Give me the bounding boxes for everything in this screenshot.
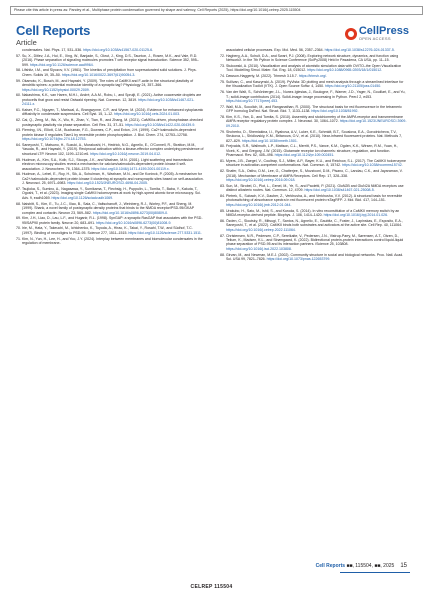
reference-item xyxy=(220,48,408,52)
reference-text: Sullivan, C., and Kaszynski, A. (2019). PyVista: 3D plotting and mesh analysis through a streamlined interface for the Visualization Toolkit (VTK). J. Open Source Softw. 4, 1450. xyxy=(226,79,404,89)
reference-number: 78. xyxy=(220,114,225,119)
reference-text: Stukowski, A. (2010). Visualization and analysis of atomistic simulation data with OVITO–the Open Visualization Tool. Modelling Simul. Mater. Sci. Eng. 18, 015012. xyxy=(226,63,402,73)
reference-doi-link[interactable]: https://doi.org/10.1016/s0896-6273(00)80809-0. xyxy=(92,210,169,215)
reference-doi-link[interactable]: https://doi.org/10.1152/physiol.00029.2009. xyxy=(22,87,90,92)
reference-number: 69. xyxy=(16,216,21,221)
reference-doi-link[interactable]: https://doi.org/10.1038/s41422-020-00439-9. xyxy=(125,122,196,127)
reference-list-right xyxy=(220,48,408,263)
reference-columns xyxy=(16,48,408,263)
reference-number: 58. xyxy=(16,68,21,73)
reference-text: Christensen, N.R., Pedersen, C.P., Sereikaite, V., Pedersen, J.N., Vistrup-Parry, M., Sørensen, A.T., Otzen, D., Teilum, K., Madsen, K.L., and Strømgaard, K. (2022). Bidirectional protein-protein interactions control liquid-liquid phase separation of PSD-95 and its interaction partners. iScience 25, 103808. xyxy=(226,233,404,247)
reference-doi-link[interactable]: https://doi.org/10.1038/s41467-021-24111-x. xyxy=(22,97,195,107)
footer-issue: ■■, 115504, ■■, 2025 xyxy=(346,563,395,569)
reference-text: Fleming, I.N., Elliott, C.M., Buchanan, F.G., Downes, C.P., and Exton, J.H. (1999). Ca2+/calmodulin-dependent protein kinase II regulates Tiam1 by reversible protein phosphorylation. J. Biol. Chem. 274, 12753–12758. xyxy=(22,128,196,137)
reference-text: Cai, Q., Zeng, M., Wu, X., Wu, H., Zhan, Y., Tian, R., and Zhang, M. (2021). CaMKIIα-driven, phosphatase-checked postsynaptic plasticity via phase separation. Cell Res. 31, 37–51. xyxy=(22,118,203,127)
reference-number: 87. xyxy=(220,233,225,238)
reference-item xyxy=(16,172,204,185)
reference-doi-link[interactable]: https://doi.org/10.1126/science.277.5331.1511. xyxy=(128,230,202,235)
reference-item xyxy=(220,219,408,232)
reference-text: Naisbitt, S., Kim, E., Tu, J.C., Xiao, B., Sala, C., Valtschanoff, J., Weinberg, R.J., Worley, P.F., and Sheng, M. (1999). Shank, a novel family of postsynaptic density proteins that binds to the NMDA receptor/PSD-95/GKAP complex and cortactin. Neuron 23, 569–582. xyxy=(22,201,195,215)
reference-doi-link[interactable]: https://doi.org/10.1016/j.celrep.2022.111064. xyxy=(226,227,296,232)
reference-doi-link[interactable]: https://doi.org/10.1038/nmeth.1501. xyxy=(241,138,298,143)
reference-number: 71. xyxy=(16,236,21,241)
reference-doi-link[interactable]: https://doi.org/10.1016/j.jmb.2012.01.044. xyxy=(226,202,292,207)
reference-text: Shcherbo, D., Shemiakina, I.I., Ryabova, A.V., Luker, K.E., Schmidt, B.T., Souslova, E.A., Gorodnicheva, T.V., Strukova, L., Shidlovskiy, K.M., Britanova, O.V., et al. (2010). Near-infrared fluorescent proteins. Nat. Methods 7, 827–829. xyxy=(226,129,403,143)
publisher-name: CellPress xyxy=(358,25,409,37)
reference-item xyxy=(220,74,408,78)
reference-number: 79. xyxy=(220,129,225,134)
reference-text: Irie, M., Hata, Y., Takeuchi, M., Ichtchenko, K., Toyoda, A., Hirao, K., Takai, Y., Rosahl, T.W., and Südhof, T.C. (1997). Binding of neuroligins to PSD-95. Science 277, 1511–1515. xyxy=(22,226,193,235)
reference-number: 57. xyxy=(16,53,21,58)
page-number: 15 xyxy=(400,563,407,569)
reference-text: Frejvalds, S.R., Wallmuth, L.P., Mattson, C.L., Merritt, P.S., Vance, K.M., Ogden, K.K., Wirsen, R.M., Yuan, H., Vlcek, K., and Gregory, J.W. (2015). Glutamate receptor ion channels: structure, regulation, and function. Pharmacol. Rev. 62, 405–496. xyxy=(226,144,399,158)
reference-number: 74. xyxy=(220,74,225,79)
reference-number: 65. xyxy=(16,157,21,162)
reference-number: 60. xyxy=(16,93,21,98)
reference-list-left xyxy=(16,48,204,263)
reference-doi-link[interactable]: https://doi.org/10.1016/s0896-6273(00)81008-9. xyxy=(96,220,172,225)
reference-item xyxy=(220,64,408,73)
reference-text: Nakashima, K.K., van Haren, M.H.I., André, A.A.M., Robu, I., and Spruijt, E. (2021). Active coacervate droplets are protocells that grow and resist Ostwald ripening. Nat. Commun. 12, 3819. xyxy=(22,93,202,102)
reference-doi-link[interactable]: https://doi.org/10.21105/joss.01450. xyxy=(325,84,382,89)
reference-text: Kim, K.S., Yan, D., and Tomita, S. (2010). Assembly and stoichiometry of the AMPA receptor and transmembrane AMPA receptor regulatory protein complex. J. Neurosci. 30, 1064–1072. xyxy=(226,114,403,124)
reference-item xyxy=(16,216,204,225)
reference-number: 75. xyxy=(220,79,225,84)
reference-text: Lifshitz, I.M., and Slyozov, V.V. (1961). The kinetics of precipitation from supersaturated solid solutions. J. Phys. Chem. Solids 19, 35–50. xyxy=(22,68,197,77)
reference-doi-link[interactable]: https://doi.org/10.1523/JNEUROSCI.3909-09.2010. xyxy=(226,119,407,128)
reference-text: Van der Walt, S., Schönberger, J.L., Nunez-Iglesias, J., Boulogne, F., Warner, J.D., Yager, N., Gouillart, E., and Yu, T.; scikit-image contributors (2014). Scikit-image: image processing in Python. PeerJ 2, e453. xyxy=(226,90,406,99)
reference-doi-link[interactable]: https://doi.org/10.1126/science.aad9964. xyxy=(29,62,94,67)
reference-item xyxy=(220,159,408,168)
reference-item xyxy=(16,54,204,67)
reference-doi-link[interactable]: https://doi.org/10.1016/j.neuron.2019.04.012. xyxy=(90,151,162,156)
reference-item xyxy=(16,202,204,215)
reference-doi-link[interactable]: https://doi.org/10.1016/j.bpj.2014.01.026. xyxy=(323,213,389,218)
reference-text: Okamoto, K., Bosch, M., and Hayashi, Y. (2009). The roles of CaMKII and F-actin in the structural plasticity of dendritic spines: a potential molecular identity of a synaptic tag? Physiology 24, 357–366. xyxy=(22,78,194,88)
reference-doi-link[interactable]: https://doi.org/10.1038/s41567-020-01125-6. xyxy=(83,48,154,52)
reference-doi-link[interactable]: https://doi.org/10.1088/0965-0393/18/1/015012. xyxy=(307,68,383,73)
reference-text: Kim, J.H., Liao, D., Lau, L.F., and Huganir, R.L. (1998). SynGAP: a synaptic RasGAP that associates with the PSD-95/SAP90 protein family. Neuron 20, 683–691. xyxy=(22,216,203,225)
reference-doi-link[interactable]: https://doi.org/10.1038/s12276-024-01337-5. xyxy=(324,48,395,52)
reference-text: Hudmon, A., Kim, S.A., Kolb, S.J., Stoops, J.K., and Waxham, M.N. (2001). Light scattering and transmission electron microscopy studies reveal a mechanism for calcium/calmodulin-dependent protein kinase II self-association. J. Neurochem. 76, 1364–1375. xyxy=(22,157,193,171)
reference-item xyxy=(16,128,204,141)
reference-item xyxy=(16,187,204,200)
reference-number: 86. xyxy=(220,218,225,223)
publisher-logo xyxy=(345,26,409,41)
reference-doi-link[interactable]: https://doi.org/10.7717/peerj.453. xyxy=(226,99,279,104)
reference-text: Su, X., Ditlev, J.A., Hui, E., Xing, W., Banjade, S., Okrut, J., King, D.S., Taunton, J., Rosen, M.K., and Vale, R.D. (2016). Phase separation of signaling molecules promotes T cell receptor signal transduction. Science 352, 595–599. xyxy=(22,53,199,67)
reference-text: Hagberg, A.A., Schult, D.A., and Swart, P.J. (2008). Exploring network structure, dynamics, and function using NetworkX. In the 7th Python in Science Conference (SciPy2008) Held in Pasadena, CA USA, pp. 11–15. xyxy=(226,53,399,63)
reference-item xyxy=(16,108,204,117)
reference-doi-link[interactable]: https://doi.org/10.1073/pnas.122653799. xyxy=(266,257,331,262)
reference-text: Girvan, M., and Newman, M.E.J. (2002). Community structure in social and biological networks. Proc. Natl. Acad. Sci. USA 99, 7821–7826. xyxy=(226,252,404,262)
reference-doi-link[interactable]: https://doi.org/10.1038/s41467-021-25008-5. xyxy=(304,188,375,193)
reference-item xyxy=(220,115,408,128)
article-code: CELREP 115504 xyxy=(190,584,233,590)
reference-number: 81. xyxy=(220,158,225,163)
reference-doi-link[interactable]: https://doi.org/10.1038/81992. xyxy=(311,109,359,114)
reference-number: 72. xyxy=(220,53,225,58)
open-access-tag: OPEN ACCESS xyxy=(358,36,391,41)
footer-rule xyxy=(340,572,410,573)
reference-doi-link[interactable]: https://doi.org/10.1016/j.isci.2022.103808. xyxy=(226,246,292,251)
reference-item xyxy=(16,118,204,127)
reference-number: 76. xyxy=(220,90,225,95)
reference-number: 62. xyxy=(16,118,21,123)
reference-number: 85. xyxy=(220,208,225,213)
reference-text: Tsujioka, S., Sumino, A., Nagasawa, Y., Sumikama, T., Flechsig, H., Puppulin, L., Tomita, T., Baba, Y., Kakuta, T., Ogoshi, T., et al. (2023). Imaging single CaMKII holoenzymes at work by high-speed atomic force microscopy. Sci. Adv. 9, eadh1069. xyxy=(22,186,201,200)
reference-number: 61. xyxy=(16,107,21,112)
reference-item xyxy=(220,253,408,262)
reference-text: Saneyoshi, T., Matsuno, H., Suzuki, A., Murakoshi, H., Hedrick, N.G., Agnello, E., O'Connell, R., Stratton, M.M., Yasuda, R., and Hayashi, Y. (2019). Reciprocal activation within a kinase-effector complex underlying persistence of structural LTP. Neuron 102, 1199–1210.e6. xyxy=(22,142,204,156)
reference-doi-link[interactable]: https://doi.org/10.1523/JNEUROSCI.4698-04.2005. xyxy=(67,181,149,186)
reference-text: Hudmon, A., Lebel, E., Roy, H., Sik, A., Schulman, H., Waxham, M.N., and De Koninck, P. (2005). A mechanism for Ca2+/calmodulin-dependent protein kinase II clustering at synaptic and nonsynaptic sites based on self-association. J. Neurosci. 25, 6971–6983. xyxy=(22,172,204,186)
reference-text: Shafer, S.A., Ostho, D.M., Lee, G., Chatterjee, S., Mozziconi, D.M., Pisano, C., Landau, C.K., and Jayaraman, V. (2018). Mechanism of Membrane of AMPA Receptors. Cell Rep. 17, 328–338. xyxy=(226,169,403,178)
citation-notice: Please cite this article in press as: Pandey et al., Multiphase protein condensation governed by shape and valency, Cell Reports (2025), https://doi.org/10.1016/j.celrep.2025.115504 xyxy=(10,6,423,15)
reference-item xyxy=(220,144,408,157)
reference-text: Pietrek, S., Subach, K.V., Dauber, Z., Verkhusha, A., and Verkhusha, V.V. (2012). A structural basis for reversible photoswitching of absorbance spectra in red fluorescent protein rsTagRFP. J. Mol. Biol. 417, 144–151. xyxy=(226,194,403,203)
reference-item xyxy=(220,130,408,143)
reference-text: associated cellular processes. Exp. Mol. Med. 56, 2357–2364. xyxy=(226,48,325,52)
reference-item xyxy=(16,143,204,156)
reference-text: Dawson-Haggerty, M. (2022). Trimesh 3.15.7. xyxy=(226,74,299,79)
reference-text: Myers, J.B., Zaegel, V., Coultrap, S.J., Miller, A.P., Bayer, K.U., and Reichow, S.L. (2017). The CaMKII holoenzyme structure in activation-competent conformations. Nat. Commun. 8, 15742. xyxy=(226,158,406,168)
cellpress-logo-icon xyxy=(345,28,357,40)
reference-number: 80. xyxy=(220,144,225,149)
reference-doi-link[interactable]: https://doi.org/10.1016/j.cels.2024.01.003. xyxy=(114,112,181,117)
reference-number: 68. xyxy=(16,201,21,206)
reference-number: 64. xyxy=(16,142,21,147)
reference-number: 77. xyxy=(220,104,225,109)
reference-item xyxy=(220,194,408,207)
reference-item xyxy=(220,169,408,182)
reference-number: 66. xyxy=(16,172,21,177)
reference-text: Urakubo, H., Sato, M., Ishii, S., and Kuroda, S. (2014). In vitro reconstitution of a CaMKII memory switch by an NMDA receptor-derived peptide. Biophys. J. 106, 1414–1420. xyxy=(226,208,400,218)
reference-number: 70. xyxy=(16,226,21,231)
footer-journal-info xyxy=(316,563,395,569)
reference-item xyxy=(16,68,204,77)
reference-item xyxy=(220,54,408,63)
reference-number: 73. xyxy=(220,63,225,68)
article-type-label: Article xyxy=(16,38,37,47)
reference-item xyxy=(220,90,408,103)
journal-title: Cell Reports xyxy=(16,23,91,38)
reference-item xyxy=(16,79,204,92)
reference-doi-link[interactable]: https://doi.org/10.1046/j.1471-4159.2001.00119.x. xyxy=(91,166,170,171)
footer-journal-name: Cell Reports xyxy=(315,563,346,569)
reference-item xyxy=(16,237,204,246)
reference-item xyxy=(220,105,408,114)
reference-item xyxy=(16,226,204,235)
reference-number: 88. xyxy=(220,252,225,257)
reference-doi-link[interactable]: https://doi.org/10.1016/0022-3697(61)90054-3. xyxy=(61,72,136,77)
reference-text: Sun, M., Strobel, D., Plot, L., Genel, M., Ye, S., and Paoletti, P. (2021). GluN2B and GluN2A NMDA receptors use distinct allosteric routes. Nat. Commun. 12, 4709. xyxy=(226,183,404,193)
reference-text: Kaiser, F.C., Nguyen, T., Mariscal, A., Brangwynne, C.P., and Wyner, M. (2024). Evidence for enhanced cytoplasmic diffusivity in condensate suspensions. Cell Syst. 15, 1–12. xyxy=(22,107,204,117)
reference-text: condensates. Nat. Phys. 17, 531–536. xyxy=(22,48,84,52)
journal-header xyxy=(16,24,90,47)
reference-doi-link[interactable]: https://doi.org/10.1016/j.celrep.2016.09.018. xyxy=(226,178,296,183)
reference-doi-link[interactable]: https://trimsh.org/. xyxy=(298,74,328,79)
reference-item xyxy=(16,93,204,106)
reference-number: 63. xyxy=(16,128,21,133)
reference-number: 67. xyxy=(16,186,21,191)
reference-text: Özden, C., Sloutsky, R., Mitsugi, T., Santos, N., Agnello, E., Gaubitz, C., Foster, J., Lapinskas, E., Esposito, E.A., Saneyoshi, T., et al. (2022). CaMKII binds both substrates and activators at the active site. Cell Rep. 40, 111064. xyxy=(226,218,403,228)
reference-item xyxy=(220,80,408,89)
reference-item xyxy=(220,184,408,193)
reference-item xyxy=(16,158,204,171)
reference-item xyxy=(220,234,408,252)
reference-item xyxy=(220,209,408,218)
reference-doi-link[interactable]: https://doi.org/10.1074/jbc.274.18.12753. xyxy=(22,137,87,142)
reference-number: 83. xyxy=(220,183,225,188)
reference-number: 84. xyxy=(220,194,225,198)
reference-doi-link[interactable]: https://doi.org/10.1038/ncomms15742. xyxy=(342,163,403,168)
reference-text: Kim, N., Yun, H., Lee, H., and Yoo, J.Y. (2024). Interplay between membranes and biomolecular condensates in the regulation of membrane- xyxy=(22,236,203,246)
reference-number: 82. xyxy=(220,169,225,174)
reference-number: 59. xyxy=(16,78,21,83)
reference-doi-link[interactable]: https://doi.org/10.1126/sciadv.adh1069. xyxy=(51,195,114,200)
reference-doi-link[interactable]: https://doi.org/10.1124/pr.109.002451. xyxy=(274,153,335,158)
reference-item xyxy=(16,48,204,52)
page-footer xyxy=(16,563,407,569)
reference-text: Wall, M.A., Socolich, M., and Ranganathan, R. (2000). The structural basis for red fluorescence in the tetrameric GFP homolog DsRed. Nat. Struct. Biol. 7, 1133–1138. xyxy=(226,104,402,114)
